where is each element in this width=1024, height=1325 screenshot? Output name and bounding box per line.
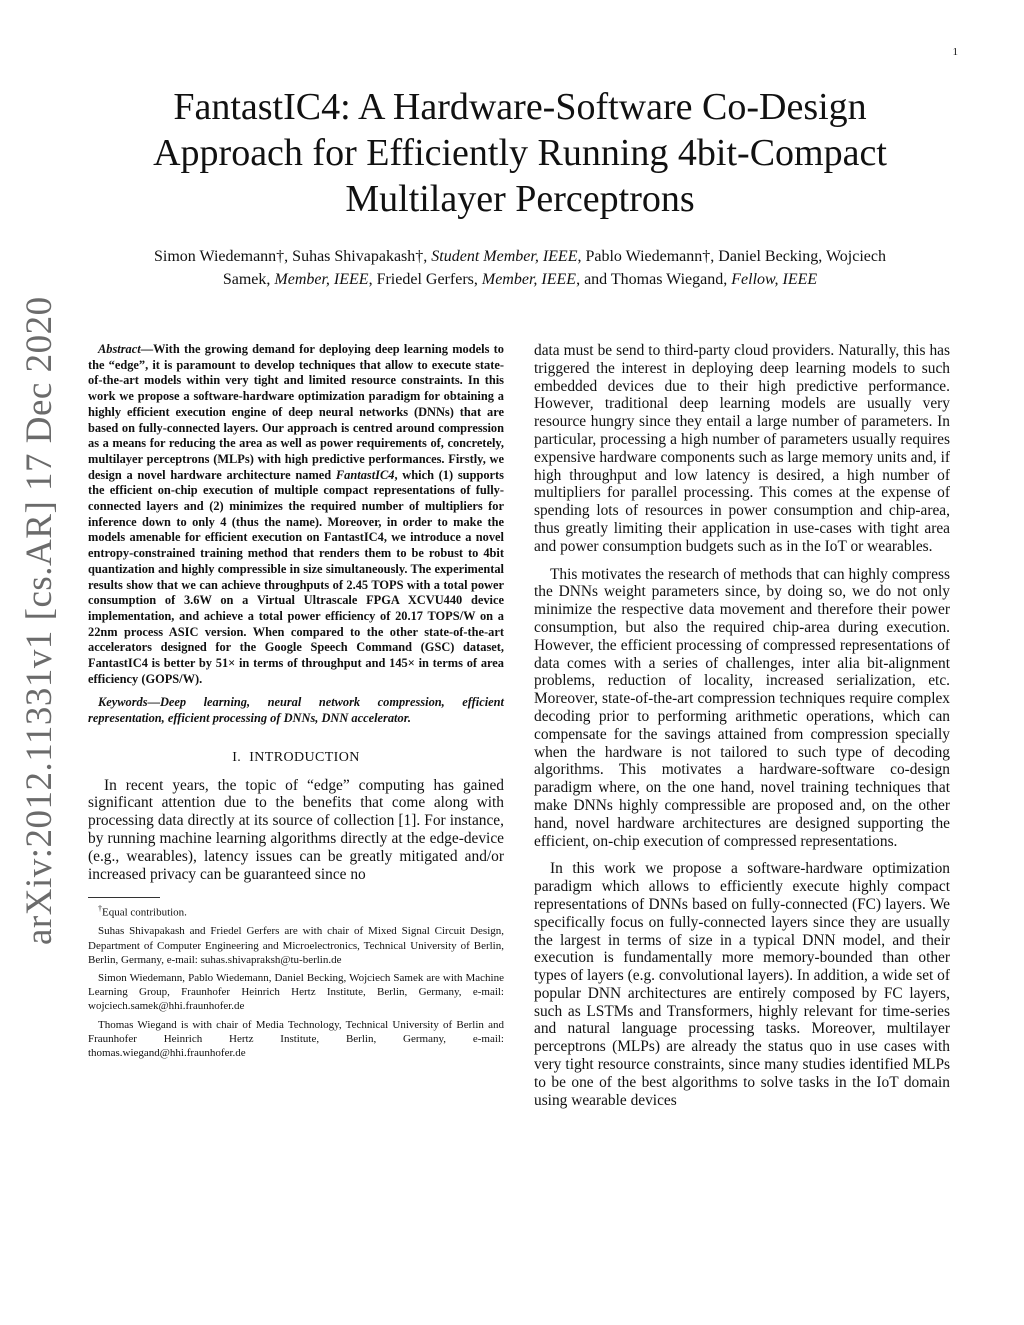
footnote-equal-contribution: †Equal contribution. xyxy=(98,904,187,920)
section-heading-introduction: I. INTRODUCTION xyxy=(232,749,360,765)
author-list xyxy=(80,245,960,291)
footnote-divider xyxy=(88,897,160,898)
left-column xyxy=(88,342,504,1064)
arxiv-identifier-stamp: arXiv:2012.11331v1 [cs.AR] 17 Dec 2020 xyxy=(19,296,60,945)
intro-paragraph-1: In recent years, the topic of “edge” computing has gained significant attention due to the benefits that come along with processing data directly at its source of collection [1]. For instance, by running machine learning algorithms directly at the edge-device (e.g., wearables), latency issues can be greatly mitigated and/or increased privacy can be guaranteed since no xyxy=(88,776,504,883)
index-terms: Keywords—Deep learning, neural network compression, efficient representation, efficient processing of DNNs, DNN accelerator. xyxy=(88,695,504,726)
footnote-affiliation-fraunhofer: Simon Wiedemann, Pablo Wiedemann, Daniel Becking, Wojciech Samek are with Machine Learning Group, Fraunhofer Heinrich Hertz Institute, Berlin, Germany, e-mail: wojciech.samek@hhi.fraunhofer.de xyxy=(88,971,504,1013)
footnotes xyxy=(88,902,504,1060)
paper-title: FantastIC4: A Hardware-Software Co-Design Approach for Efficiently Running 4bit-Compact Multilayer Perceptrons xyxy=(153,86,887,220)
intro-paragraph-1-continued: data must be send to third-party cloud providers. Naturally, this has triggered the interest in deploying deep learning models to such embedded devices due to their high predictive performance. However, traditional deep learning models are usually very resource hungry since they entail a large number of parameters. In particular, processing a high number of parameters usually requires expensive hardware components such as large memory units and, if high throughput and low latency is desired, a high number of multipliers for parallel processing. This comes at the expense of spending lots of resources in power consumption and chip-area, thus greatly limiting their application in use-cases with tight area and power consumption budgets such as in the IoT or wearables. xyxy=(534,342,950,555)
author-line-2: Samek, Member, IEEE, Friedel Gerfers, Member, IEEE, and Thomas Wiegand, Fellow, IEEE xyxy=(222,271,818,288)
footnote-affiliation-tu-berlin: Suhas Shivapakash and Friedel Gerfers are with chair of Mixed Signal Circuit Design, Department of Computer Engineering and Microelectronics, Technical University of Berlin, Berlin, Germany, e-mail: suhas.shivapraksh@tu-berlin.de xyxy=(88,925,504,966)
abstract: Abstract—With the growing demand for deploying deep learning models to the “edge”, it is paramount to develop techniques that allow to execute state-of-the-art models within very tight and limited resource constraints. In this work we propose a software-hardware optimization paradigm for obtaining a highly efficient execution engine of deep neural networks (DNNs) that are based on fully-connected layers. Our approach is centred around compression as a means for reducing the area as well as power requirements of, concretely, multilayer perceptrons (MLPs) with high predictive performances. Firstly, we design a novel hardware architecture named FantastIC4, which (1) supports the efficient on-chip execution of multiple compact representations of fully-connected layers and (2) minimizes the required number of multipliers for inference down to only 4 (thus the name). Moreover, in order to make the models amenable for efficient execution on FantastIC4, we introduce a novel entropy-constrained training method that renders them to be robust to 4bit quantization and highly compressible in size simultaneously. The experimental results show that we can achieve throughputs of 2.45 TOPS with a total power consumption of 3.6W on a Virtual Ultrascale FPGA XCVU440 device implementation, and achieve a total power efficiency of 20.17 TOPS/W on a 22nm process ASIC version. When compared to the other state-of-the-art accelerators designed for the Google Speech Command (GSC) dataset, FantastIC4 is better by 51× in terms of throughput and 145× in terms of area efficiency (GOPS/W). xyxy=(88,342,504,686)
right-column xyxy=(534,342,950,1109)
author-line-1: Simon Wiedemann†, Suhas Shivapakash†, Student Member, IEEE, Pablo Wiedemann†, Daniel Becking, Wojciech xyxy=(154,248,886,265)
intro-paragraph-3: In this work we propose a software-hardware optimization paradigm which allows to efficiently execute highly compact representations of DNNs based on fully-connected (FC) layers. We specifically focus on fully-connected layers since they are usually the largest in terms of size in a typical DNN model, and their execution is fundamentally more memory-bounded than other types of layers (e.g. convolutional layers). In addition, a wide set of popular DNN architectures are entirely composed by FC layers, such as LSTMs and Transformers, highly relevant for time-series and natural language processing tasks. Moreover, multilayer perceptrons (MLPs) are already the status quo in use cases with very tight resource constraints, since many studies identified MLPs to be one of the best algorithms to solve tasks in the IoT domain using wearable devices xyxy=(534,860,950,1109)
intro-paragraph-2: This motivates the research of methods that can highly compress the DNNs weight parameters since, by doing so, we do not only minimize the respective data movement and therefore their power consumption, but also the required chip-area during execution. However, the efficient processing of compressed representations of data comes with a series of challenges, inter alia bit-alignment problems, reduction of locality, increased serialization, etc. Moreover, state-of-the-art compression techniques require complex decoding prior to performing arithmetic operations, which can compensate for the savings attained from compression specially when the hardware is not tailored to such type of decoding algorithms. This motivates a hardware-software co-design paradigm where, on the one hand, novel training techniques that make DNNs highly compressible are proposed and, on the other hand, novel hardware architectures are designed supporting the efficient, on-chip execution of compressed representations. xyxy=(534,565,950,850)
page-number: 1 xyxy=(952,46,958,58)
footnote-affiliation-media-technology: Thomas Wiegand is with chair of Media Technology, Technical University of Berlin and Fraunhofer Heinrich Hertz Institute, Berlin, Germany, e-mail: thomas.wiegand@hhi.fraunhofer.de xyxy=(88,1018,504,1059)
